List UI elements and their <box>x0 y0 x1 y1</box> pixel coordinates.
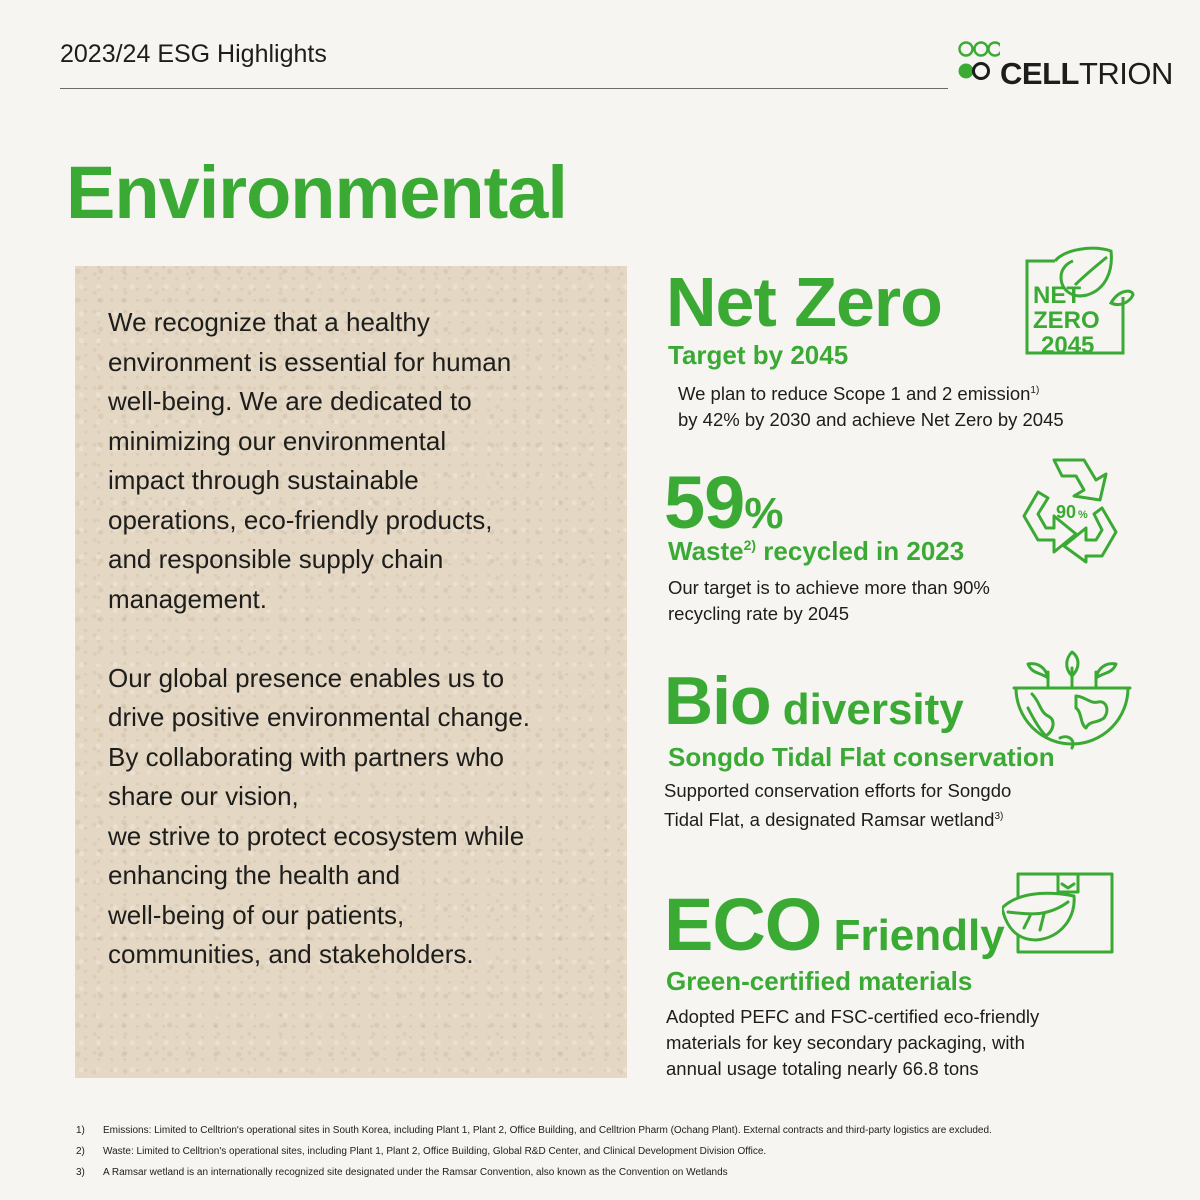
footnote-text: Emissions: Limited to Celltrion's operational sites in South Korea, including Plant 1, Plant 2, Office Building, and Celltrion Pharm (Ochang Plant). External contracts and third-party logistics are excluded. <box>103 1125 992 1136</box>
waste-headline <box>664 460 783 545</box>
footnote-ref-1: 1) <box>1030 385 1040 396</box>
footnote-ref-2: 2) <box>743 537 757 553</box>
biodiversity-headline-small: diversity <box>770 685 964 734</box>
waste-desc-line-2: recycling rate by 2045 <box>668 603 849 624</box>
intro-line: we strive to protect ecosystem while <box>108 820 525 851</box>
footnote-text: A Ramsar wetland is an internationally recognized site designated under the Ramsar Convention, also known as the Convention on Wetlands <box>103 1167 728 1178</box>
icon-text-zero: ZERO <box>1033 307 1100 334</box>
footnote-2 <box>76 1141 1176 1162</box>
intro-line: management. <box>108 583 267 614</box>
recycle-90-icon <box>1010 452 1130 567</box>
biodiversity-headline-big: Bio <box>664 663 771 739</box>
waste-desc-line-1: Our target is to achieve more than 90% <box>668 577 990 598</box>
waste-subtitle-text: Waste <box>668 536 744 566</box>
paragraph-gap <box>108 619 608 659</box>
footnote-3 <box>76 1162 1176 1183</box>
net-zero-subtitle: Target by 2045 <box>668 340 849 370</box>
header-divider <box>60 88 948 89</box>
icon-text-90: 90 <box>1056 502 1077 522</box>
eco-headline <box>664 882 1005 967</box>
intro-line: We recognize that a healthy <box>108 307 430 337</box>
intro-line: communities, and stakeholders. <box>108 939 474 969</box>
footnote-text: Waste: Limited to Celltrion's operational sites, including Plant 1, Plant 2, Office Building, Global R&D Center, and Clinical Development Division Office. <box>103 1146 767 1157</box>
intro-line: drive positive environmental change. <box>108 702 531 732</box>
biodiversity-desc-line-1: Supported conservation efforts for Songdo <box>664 780 1012 801</box>
eco-headline-small: Friendly <box>821 911 1005 960</box>
logo-wordmark-light: TRION <box>1078 56 1173 91</box>
logo-wordmark <box>1000 56 1173 92</box>
logo-wordmark-bold: CELL <box>1000 56 1079 91</box>
header-title: 2023/24 ESG Highlights <box>60 40 327 68</box>
intro-paragraph-1 <box>108 303 608 619</box>
biodiversity-subtitle: Songdo Tidal Flat conservation <box>668 742 1055 772</box>
footnote-number: 2) <box>76 1146 85 1157</box>
earth-sprouts-icon <box>1010 650 1135 760</box>
waste-description <box>668 575 990 627</box>
intro-line: enhancing the health and <box>108 860 401 890</box>
icon-text-percent: % <box>1078 509 1088 521</box>
intro-line: share our vision, <box>108 781 299 811</box>
net-zero-desc-line-2: by 42% by 2030 and achieve Net Zero by 2045 <box>678 409 1064 430</box>
net-zero-2045-icon <box>1015 245 1135 360</box>
intro-line: and responsible supply chain <box>108 544 444 574</box>
section-title: Environmental <box>66 151 567 234</box>
eco-desc-line-2: materials for key secondary packaging, with <box>666 1032 1025 1053</box>
icon-text-2045: 2045 <box>1041 332 1095 359</box>
waste-subtitle-text-2: recycled in 2023 <box>756 536 965 566</box>
intro-line: impact through sustainable <box>108 465 419 495</box>
eco-headline-big: ECO <box>664 883 822 966</box>
waste-subtitle <box>668 536 964 567</box>
intro-line: minimizing our environmental <box>108 425 447 456</box>
biodiversity-desc-text: Tidal Flat, a designated Ramsar wetland <box>664 809 995 830</box>
eco-desc-line-1: Adopted PEFC and FSC-certified eco-friendly <box>666 1006 1040 1027</box>
biodiversity-desc-line-2 <box>664 804 1011 833</box>
eco-subtitle: Green-certified materials <box>666 966 973 996</box>
intro-line: well-being. We are dedicated to <box>108 386 472 416</box>
intro-line: operations, eco-friendly products, <box>108 504 493 535</box>
intro-line: Our global presence enables us to <box>108 662 505 693</box>
net-zero-desc-line-1 <box>678 378 1064 407</box>
footnote-number: 3) <box>76 1167 85 1178</box>
intro-text <box>108 303 608 975</box>
intro-line: well-being of our patients, <box>108 899 405 930</box>
footnote-number: 1) <box>76 1125 85 1136</box>
net-zero-description <box>678 378 1064 433</box>
biodiversity-description <box>664 778 1011 833</box>
footnotes <box>76 1120 1176 1183</box>
net-zero-desc-text: We plan to reduce Scope 1 and 2 emission <box>678 383 1031 404</box>
footnote-1 <box>76 1120 1176 1141</box>
net-zero-headline: Net Zero <box>666 263 942 341</box>
biodiversity-headline <box>664 662 964 740</box>
eco-desc-line-3: annual usage totaling nearly 66.8 tons <box>666 1058 979 1079</box>
footnote-ref-3: 3) <box>994 811 1004 822</box>
intro-paragraph-2 <box>108 659 608 975</box>
eco-box-leaf-icon <box>1002 868 1122 958</box>
waste-percent-value: 59 <box>664 461 745 544</box>
waste-percent-unit: % <box>744 489 784 538</box>
logo-dots-icon <box>958 40 1000 84</box>
intro-line: environment is essential for human <box>108 346 512 377</box>
intro-line: By collaborating with partners who <box>108 741 504 772</box>
icon-text-net: NET <box>1033 282 1081 309</box>
eco-description <box>666 1004 1039 1082</box>
